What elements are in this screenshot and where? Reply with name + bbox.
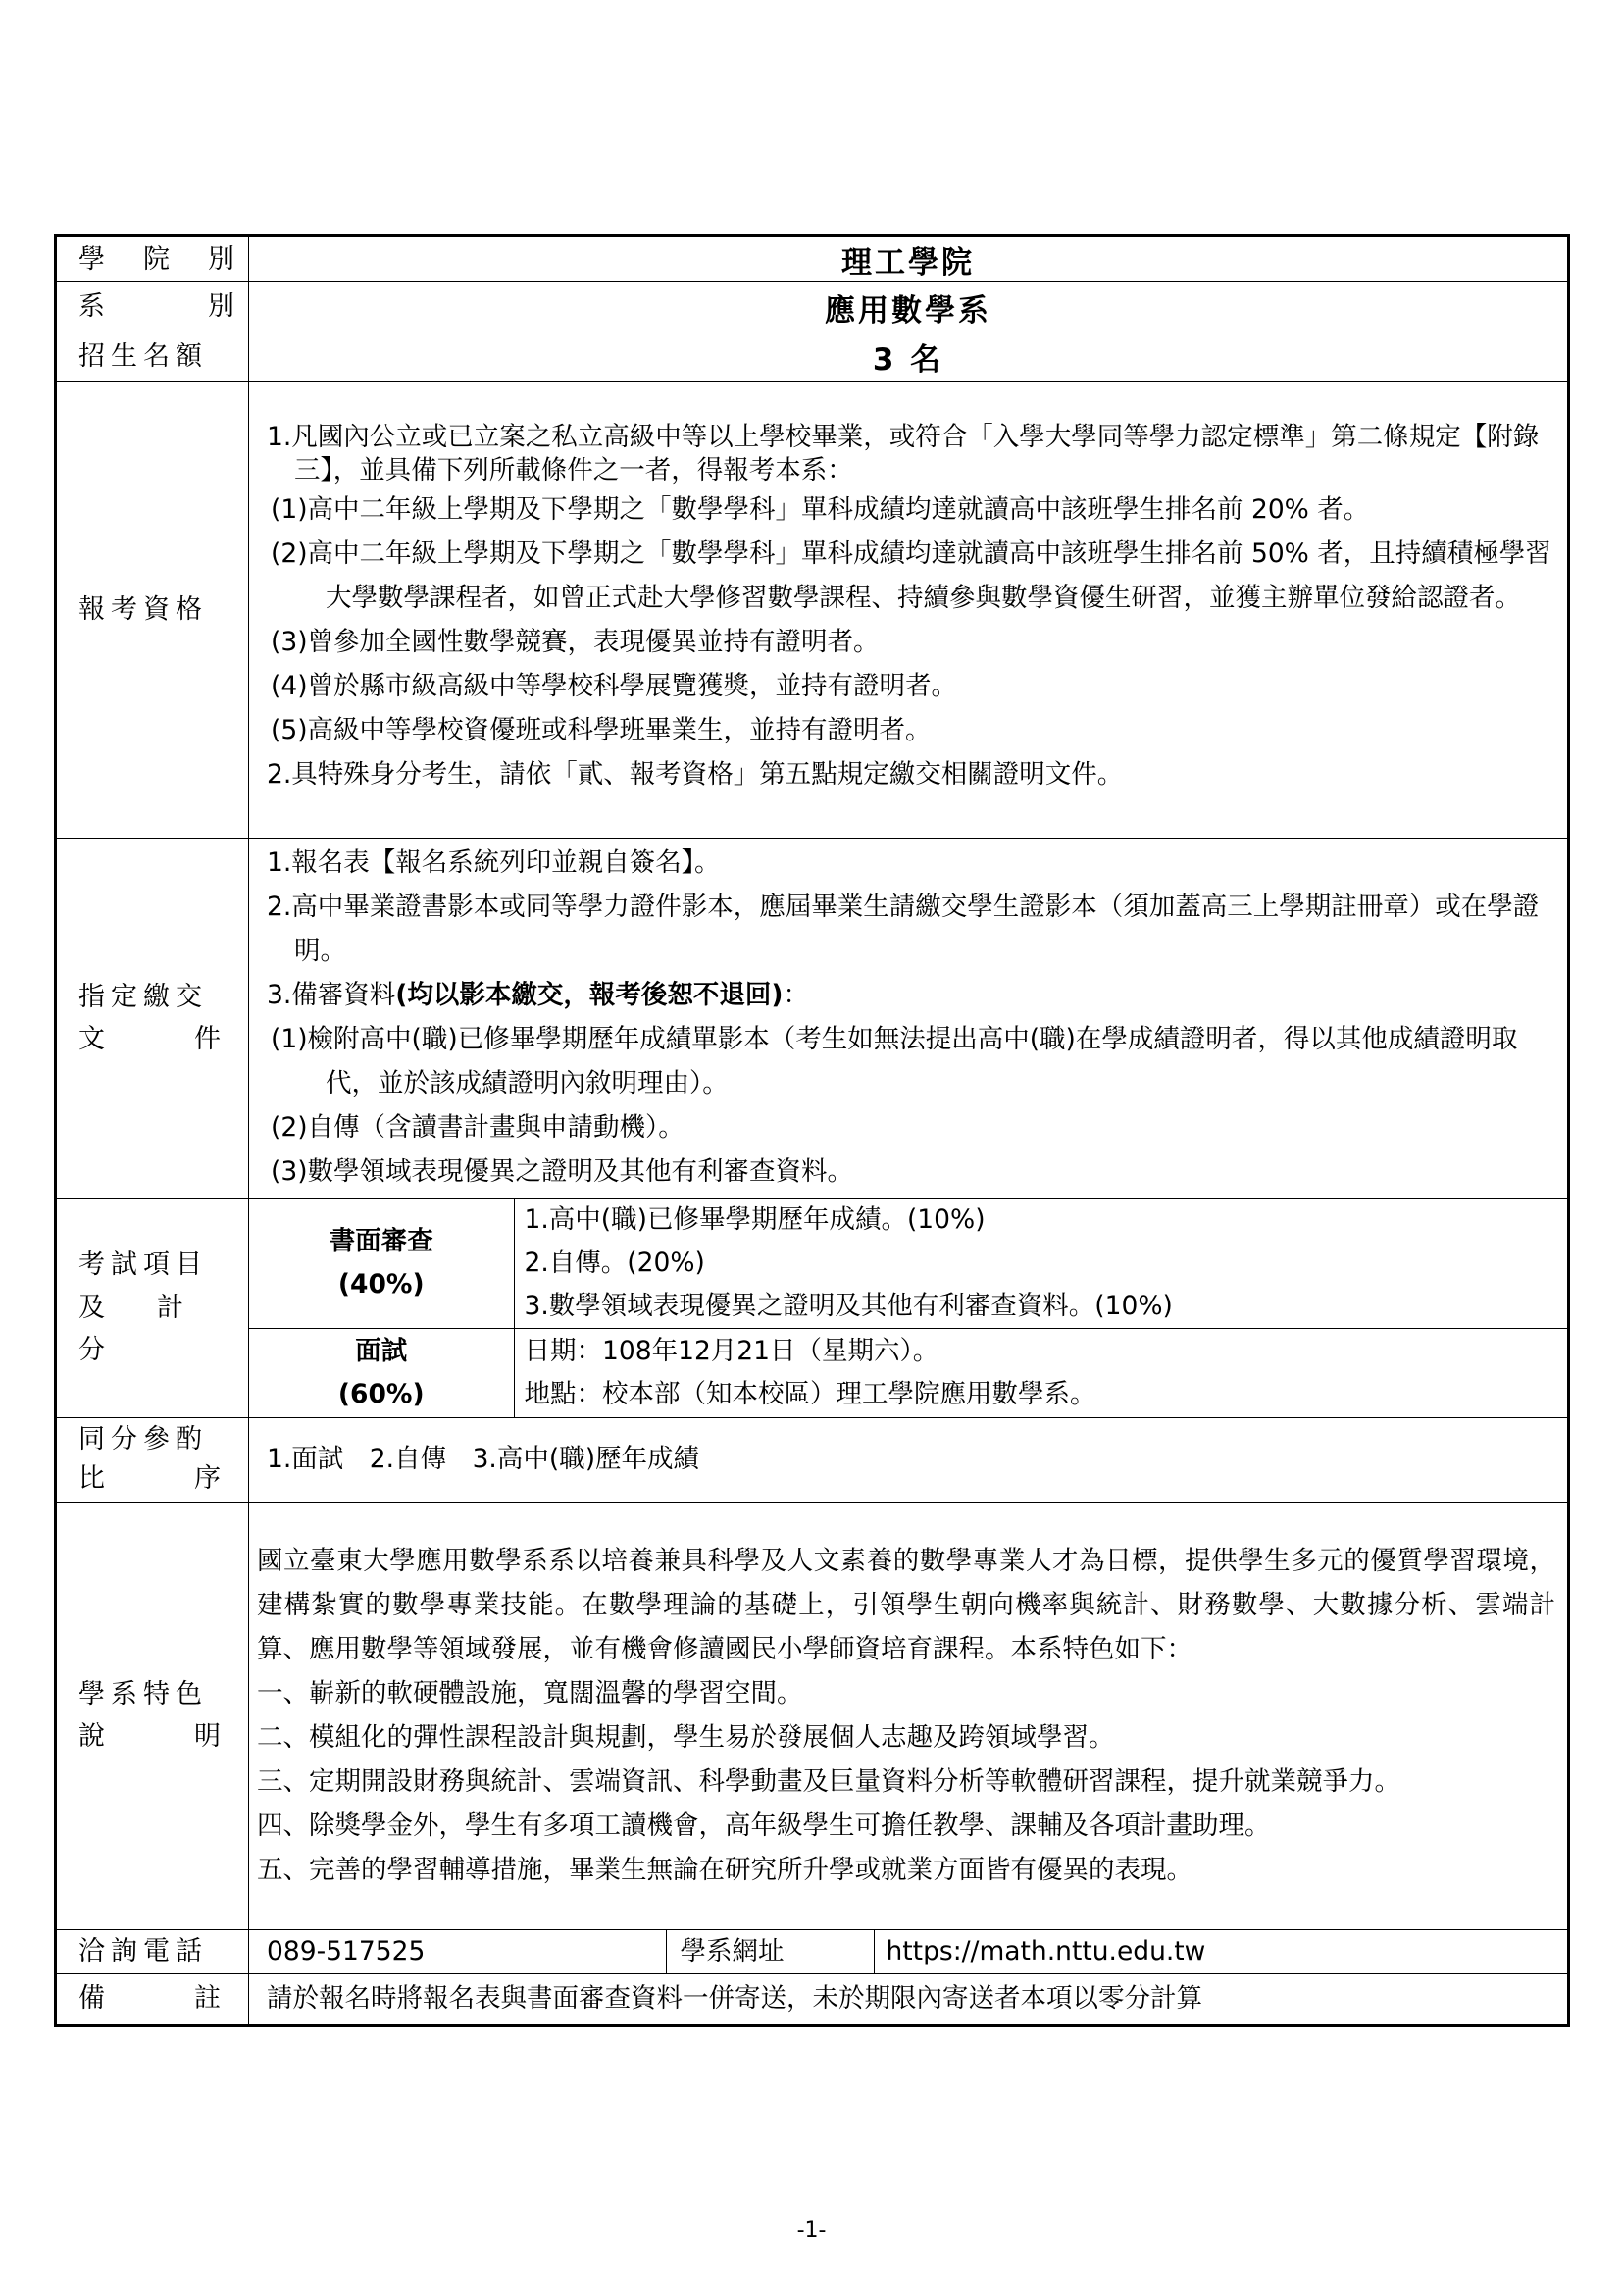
features-item-5: 五、完善的學習輔導措施，畢業生無論在研究所升學或就業方面皆有優異的表現。 — [257, 1855, 1192, 1885]
row-contact — [56, 1929, 1569, 1973]
exam-interview-date: 日期：108年12月21日（星期六）。 — [524, 1335, 939, 1366]
features-content — [249, 1502, 1569, 1929]
department-value: 應用數學系 — [249, 282, 1569, 332]
admission-table — [54, 234, 1570, 2027]
contact-web-link[interactable]: https://math.nttu.edu.tw — [874, 1930, 1567, 1973]
page-number: -1- — [796, 2219, 827, 2243]
tiebreak-value: 1.面試 2.自傳 3.高中(職)歷年成績 — [249, 1417, 1569, 1502]
college-value: 理工學院 — [249, 236, 1569, 282]
exam-written-item-2: 2.自傳。(20%) — [524, 1248, 705, 1278]
exam-interview-place: 地點：校本部（知本校區）理工學院應用數學系。 — [524, 1378, 1096, 1409]
documents-sub-2: (2)自傳（含讀書計畫與申請動機）。 — [271, 1112, 685, 1143]
tiebreak-label-line1: 同分參酌 — [78, 1424, 208, 1454]
admission-table-container — [54, 234, 1567, 2027]
exam-row-written — [249, 1199, 1567, 1329]
exam-interview-name: 面試 — [355, 1335, 408, 1366]
row-quota — [56, 332, 1569, 382]
features-label-line2 — [78, 1715, 248, 1758]
quota-label: 招生名額 — [56, 332, 249, 382]
exam-written-weight: (40%) — [337, 1269, 425, 1300]
row-department — [56, 282, 1569, 332]
exam-written-items — [514, 1199, 1567, 1329]
exam-written-cell — [249, 1199, 514, 1329]
contact-web-label: 學系網址 — [666, 1930, 874, 1973]
eligibility-sub-2: (2)高中二年級上學期及下學期之「數學學科」單科成績均達就讀高中該班學生排名前 50% 者，且持續積極學習大學數學課程者，如曾正式赴大學修習數學課程、持續參與數學資優生研習，並獲主辦單位發給認證者。 — [271, 538, 1551, 613]
documents-label-line1: 指定繳交 — [78, 981, 208, 1012]
eligibility-sub-3: (3)曾參加全國性數學競賽，表現優異並持有證明者。 — [271, 627, 880, 657]
documents-label — [56, 839, 249, 1199]
eligibility-sub-5: (5)高級中等學校資優班或科學班畢業生，並持有證明者。 — [271, 715, 932, 745]
college-label: 學 院 別 — [56, 236, 249, 282]
features-item-3: 三、定期開設財務與統計、雲端資訊、科學動畫及巨量資料分析等軟體研習課程，提升就業競爭力。 — [257, 1766, 1400, 1797]
documents-item-1: 1.報名表【報名系統列印並親自簽名】。 — [267, 847, 721, 878]
eligibility-content — [249, 382, 1569, 839]
documents-label-line2-right: 件 — [194, 1024, 227, 1054]
exam-label — [56, 1199, 249, 1418]
documents-label-line2 — [78, 1018, 248, 1060]
eligibility-sub-4: (4)曾於縣市級高級中等學校科學展覽獲獎，並持有證明者。 — [271, 671, 958, 701]
exam-interview-cell — [249, 1329, 514, 1417]
contact-content — [249, 1929, 1569, 1973]
documents-item-3-bold: (均以影本繳交，報考後恕不退回) — [395, 980, 784, 1010]
features-label-line2-left: 說 — [78, 1721, 111, 1752]
remarks-label-left: 備 — [78, 1983, 111, 2015]
eligibility-item-1: 1.凡國內公立或已立案之私立高級中等以上學校畢業，或符合「入學大學同等學力認定標準」第二條規定【附錄三】，並具備下列所載條件之一者，得報考本系： — [267, 422, 1540, 485]
features-item-1: 一、嶄新的軟硬體設施，寬闊溫馨的學習空間。 — [257, 1678, 803, 1709]
exam-written-name: 書面審查 — [329, 1226, 433, 1256]
department-label: 系 別 — [56, 282, 249, 332]
eligibility-item-2: 2.具特殊身分考生，請依「貳、報考資格」第五點規定繳交相關證明文件。 — [267, 759, 1124, 790]
contact-row — [249, 1930, 1567, 1973]
features-item-2: 二、模組化的彈性課程設計與規劃，學生易於發展個人志趣及跨領域學習。 — [257, 1722, 1115, 1753]
eligibility-label: 報考資格 — [56, 382, 249, 839]
documents-item-3-prefix: 3.備審資料 — [267, 980, 396, 1010]
row-college — [56, 236, 1569, 282]
tiebreak-label-line2-left: 比 — [78, 1463, 111, 1494]
exam-label-line2-right: 計 — [157, 1292, 189, 1323]
exam-content — [249, 1199, 1569, 1418]
documents-sub-1: (1)檢附高中(職)已修畢學期歷年成績單影本（考生如無法提出高中(職)在學成績證明者，得以其他成績證明取代，並於該成績證明內敘明理由）。 — [271, 1024, 1518, 1098]
tiebreak-label — [56, 1417, 249, 1502]
documents-sub-3: (3)數學領域表現優異之證明及其他有利審查資料。 — [271, 1156, 854, 1187]
exam-label-line3: 分 — [78, 1334, 111, 1365]
features-intro: 國立臺東大學應用數學系系以培養兼具科學及人文素養的數學專業人才為目標，提供學生多元的優質學習環境，建構紮實的數學專業技能。在數學理論的基礎上，引領學生朝向機率與統計、財務數學、大數據分析、雲端計算、應用數學等領域發展，並有機會修讀國民小學師資培育課程。本系特色如下： — [257, 1546, 1555, 1664]
exam-interview-weight: (60%) — [337, 1378, 425, 1409]
documents-content — [249, 839, 1569, 1199]
row-exam — [56, 1199, 1569, 1418]
row-remarks — [56, 1973, 1569, 2025]
tiebreak-label-line2-right: 序 — [194, 1463, 227, 1494]
quota-value: 3 名 — [249, 332, 1569, 382]
documents-item-3 — [267, 973, 1553, 1017]
contact-inner-table — [249, 1930, 1567, 1973]
row-tiebreak — [56, 1417, 1569, 1502]
contact-phone-label: 洽詢電話 — [56, 1929, 249, 1973]
features-label-line2-right: 明 — [194, 1721, 227, 1752]
exam-interview-details — [514, 1329, 1567, 1417]
tiebreak-label-line2 — [78, 1459, 248, 1499]
features-item-4: 四、除獎學金外，學生有多項工讀機會，高年級學生可擔任教學、課輔及各項計畫助理。 — [257, 1811, 1271, 1841]
remarks-label-line — [78, 1977, 248, 2019]
exam-inner-table — [249, 1199, 1567, 1417]
exam-written-item-1: 1.高中(職)已修畢學期歷年成績。(10%) — [524, 1204, 986, 1235]
exam-label-line2-left: 及 — [78, 1292, 111, 1323]
exam-written-item-3: 3.數學領域表現優異之證明及其他有利審查資料。(10%) — [524, 1291, 1173, 1321]
row-documents — [56, 839, 1569, 1199]
eligibility-sub-1: (1)高中二年級上學期及下學期之「數學學科」單科成績均達就讀高中該班學生排名前 20% 者。 — [271, 494, 1370, 525]
remarks-label — [56, 1973, 249, 2025]
contact-phone: 089-517525 — [249, 1930, 666, 1973]
row-eligibility — [56, 382, 1569, 839]
documents-label-line2-left: 文 — [78, 1024, 111, 1054]
features-label — [56, 1502, 249, 1929]
documents-item-3-suffix: ： — [783, 980, 810, 1010]
features-label-line1: 學系特色 — [78, 1678, 208, 1709]
row-features — [56, 1502, 1569, 1929]
exam-label-line2 — [78, 1287, 248, 1329]
exam-row-interview — [249, 1329, 1567, 1417]
remarks-label-right: 註 — [194, 1983, 227, 2015]
documents-item-2: 2.高中畢業證書影本或同等學力證件影本，應屆畢業生請繳交學生證影本（須加蓋高三上學期註冊章）或在學證明。 — [267, 892, 1540, 966]
exam-label-line1: 考試項目 — [78, 1250, 208, 1281]
remarks-value: 請於報名時將報名表與書面審查資料一併寄送，未於期限內寄送者本項以零分計算 — [249, 1973, 1569, 2025]
